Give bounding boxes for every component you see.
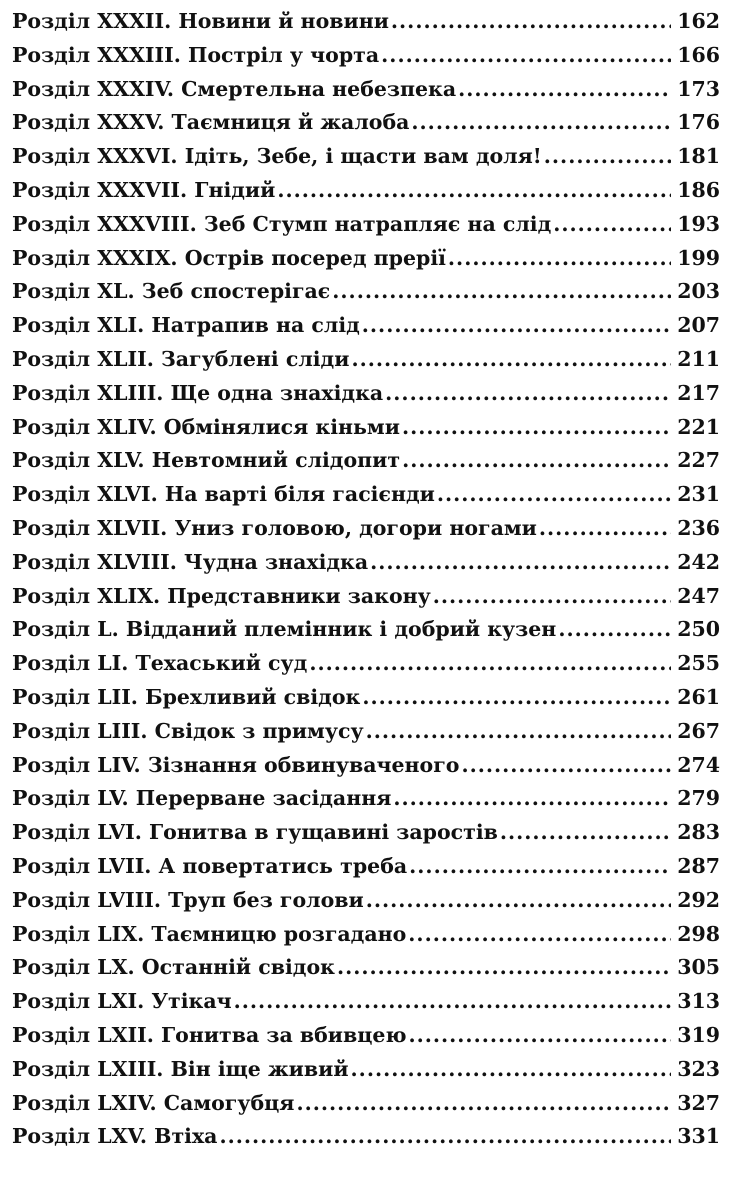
dot-leader	[362, 309, 671, 343]
chapter-title: Розділ LVI. Гонитва в гущавині заростів	[12, 820, 498, 845]
toc-entry[interactable]	[12, 478, 720, 512]
chapter-title: Розділ XLIII. Ще одна знахідка	[12, 380, 384, 405]
toc-entry[interactable]	[12, 782, 720, 816]
page-number: 279	[677, 786, 720, 811]
page-number: 186	[677, 177, 720, 202]
page-number: 319	[677, 1022, 720, 1047]
chapter-title: Розділ XLI. Натрапив на слід	[12, 313, 360, 338]
toc-entry[interactable]	[12, 580, 720, 614]
dot-leader	[219, 1120, 671, 1154]
page-number: 217	[677, 380, 720, 405]
dot-leader	[381, 39, 671, 73]
dot-leader	[296, 1087, 671, 1121]
toc-entry[interactable]	[12, 850, 720, 884]
page-number: 211	[677, 346, 720, 371]
dot-leader	[433, 580, 671, 614]
toc-entry[interactable]	[12, 749, 720, 783]
dot-leader	[558, 613, 671, 647]
toc-entry[interactable]	[12, 73, 720, 107]
toc-entry[interactable]	[12, 106, 720, 140]
chapter-title: Розділ XLVIII. Чудна знахідка	[12, 549, 369, 574]
dot-leader	[366, 715, 672, 749]
dot-leader	[544, 140, 671, 174]
dot-leader	[351, 343, 671, 377]
dot-leader	[351, 1053, 672, 1087]
page-number: 292	[677, 887, 720, 912]
toc-entry[interactable]	[12, 411, 720, 445]
dot-leader	[402, 444, 671, 478]
page-number: 274	[677, 752, 720, 777]
page-number: 207	[677, 313, 720, 338]
toc-entry[interactable]	[12, 5, 720, 39]
dot-leader	[437, 478, 671, 512]
page-number: 221	[677, 414, 720, 439]
page-number: 166	[677, 42, 720, 67]
page-number: 162	[677, 9, 720, 33]
toc-entry[interactable]	[12, 681, 720, 715]
chapter-title: Розділ LXI. Утікач	[12, 989, 232, 1014]
toc-entry[interactable]	[12, 174, 720, 208]
chapter-title: Розділ LVIII. Труп без голови	[12, 887, 364, 912]
dot-leader	[448, 242, 671, 276]
chapter-title: Розділ LXII. Гонитва за вбивцею	[12, 1022, 407, 1047]
chapter-title: Розділ XXXIX. Острів посеред прерії	[12, 245, 446, 270]
dot-leader	[408, 918, 671, 952]
toc-entry[interactable]	[12, 39, 720, 73]
dot-leader	[366, 884, 671, 918]
toc-entry[interactable]	[12, 512, 720, 546]
dot-leader	[234, 985, 672, 1019]
toc-entry[interactable]	[12, 140, 720, 174]
toc-entry[interactable]	[12, 884, 720, 918]
toc-entry[interactable]	[12, 343, 720, 377]
dot-leader	[500, 816, 671, 850]
toc-entry[interactable]	[12, 715, 720, 749]
page-number: 227	[677, 448, 720, 473]
toc-entry[interactable]	[12, 918, 720, 952]
chapter-title: Розділ L. Відданий племінник і добрий кузен	[12, 617, 557, 642]
page-number: 231	[677, 482, 720, 507]
chapter-title: Розділ XLVI. На варті біля гасієнди	[12, 482, 435, 507]
dot-leader	[385, 377, 671, 411]
page-number: 203	[677, 279, 720, 304]
toc-entry[interactable]	[12, 951, 720, 985]
chapter-title: Розділ XXXIV. Смертельна небезпека	[12, 76, 457, 101]
chapter-title: Розділ XLV. Невтомний слідопит	[12, 448, 401, 473]
dot-leader	[408, 1019, 671, 1053]
toc-entry[interactable]	[12, 613, 720, 647]
dot-leader	[553, 208, 671, 242]
toc-entry[interactable]	[12, 1120, 720, 1154]
page-number: 287	[677, 853, 720, 878]
toc-entry[interactable]	[12, 242, 720, 276]
chapter-title: Розділ XLIV. Обмінялися кіньми	[12, 414, 400, 439]
page-number: 331	[677, 1124, 720, 1149]
toc-entry[interactable]	[12, 816, 720, 850]
dot-leader	[409, 850, 671, 884]
page-number: 305	[677, 955, 720, 980]
page-number: 267	[677, 718, 720, 743]
chapter-title: Розділ XXXVIII. Зеб Стумп натрапляє на слід	[12, 211, 552, 236]
chapter-title: Розділ LVII. А повертатись треба	[12, 853, 408, 878]
page-number: 247	[677, 583, 720, 608]
dot-leader	[411, 106, 671, 140]
chapter-title: Розділ XL. Зеб спостерігає	[12, 279, 331, 304]
chapter-title: Розділ LX. Останній свідок	[12, 955, 335, 980]
dot-leader	[337, 951, 671, 985]
toc-entry[interactable]	[12, 377, 720, 411]
page-number: 313	[677, 989, 720, 1014]
chapter-title: Розділ LXIII. Він іще живий	[12, 1056, 349, 1081]
dot-leader	[461, 749, 671, 783]
page-number: 199	[677, 245, 720, 270]
chapter-title: Розділ XLVII. Униз головою, догори ногами	[12, 515, 537, 540]
table-of-contents	[12, 5, 720, 1154]
page-number: 176	[677, 110, 720, 135]
page-number: 327	[677, 1090, 720, 1115]
chapter-title: Розділ LII. Брехливий свідок	[12, 684, 361, 709]
page-number: 283	[677, 820, 720, 845]
toc-entry[interactable]	[12, 1053, 720, 1087]
dot-leader	[277, 174, 671, 208]
chapter-title: Розділ LXV. Втіха	[12, 1124, 218, 1149]
page-number: 250	[677, 617, 720, 642]
dot-leader	[370, 546, 671, 580]
chapter-title: Розділ XXXVI. Ідіть, Зебе, і щасти вам доля!	[12, 144, 542, 169]
dot-leader	[332, 275, 671, 309]
chapter-title: Розділ XXXII. Новини й новини	[12, 9, 389, 33]
toc-entry[interactable]	[12, 208, 720, 242]
chapter-title: Розділ LI. Техаський суд	[12, 651, 308, 676]
toc-entry[interactable]	[12, 444, 720, 478]
dot-leader	[539, 512, 671, 546]
toc-entry[interactable]	[12, 309, 720, 343]
chapter-title: Розділ LIII. Свідок з примусу	[12, 718, 364, 743]
page-number: 173	[677, 76, 720, 101]
chapter-title: Розділ LIX. Таємницю розгадано	[12, 921, 407, 946]
toc-entry[interactable]	[12, 1087, 720, 1121]
page-number: 181	[677, 144, 720, 169]
chapter-title: Розділ XXXV. Таємниця й жалоба	[12, 110, 410, 135]
chapter-title: Розділ XLII. Загублені сліди	[12, 346, 350, 371]
page-number: 236	[677, 515, 720, 540]
toc-entry[interactable]	[12, 546, 720, 580]
chapter-title: Розділ LIV. Зізнання обвинуваченого	[12, 752, 460, 777]
dot-leader	[393, 782, 671, 816]
chapter-title: Розділ XXXVII. Гнідий	[12, 177, 276, 202]
page-number: 242	[677, 549, 720, 574]
toc-entry[interactable]	[12, 985, 720, 1019]
chapter-title: Розділ LV. Перерване засідання	[12, 786, 392, 811]
dot-leader	[309, 647, 671, 681]
dot-leader	[391, 5, 671, 39]
page-number: 298	[677, 921, 720, 946]
toc-entry[interactable]	[12, 1019, 720, 1053]
chapter-title: Розділ XLIX. Представники закону	[12, 583, 431, 608]
dot-leader	[362, 681, 671, 715]
page-number: 193	[677, 211, 720, 236]
dot-leader	[458, 73, 671, 107]
toc-entry[interactable]	[12, 647, 720, 681]
page-number: 261	[677, 684, 720, 709]
chapter-title: Розділ LXIV. Самогубця	[12, 1090, 295, 1115]
chapter-title: Розділ XXXIII. Постріл у чорта	[12, 42, 380, 67]
page-number: 255	[677, 651, 720, 676]
toc-entry[interactable]	[12, 275, 720, 309]
page-number: 323	[677, 1056, 720, 1081]
dot-leader	[402, 411, 671, 445]
